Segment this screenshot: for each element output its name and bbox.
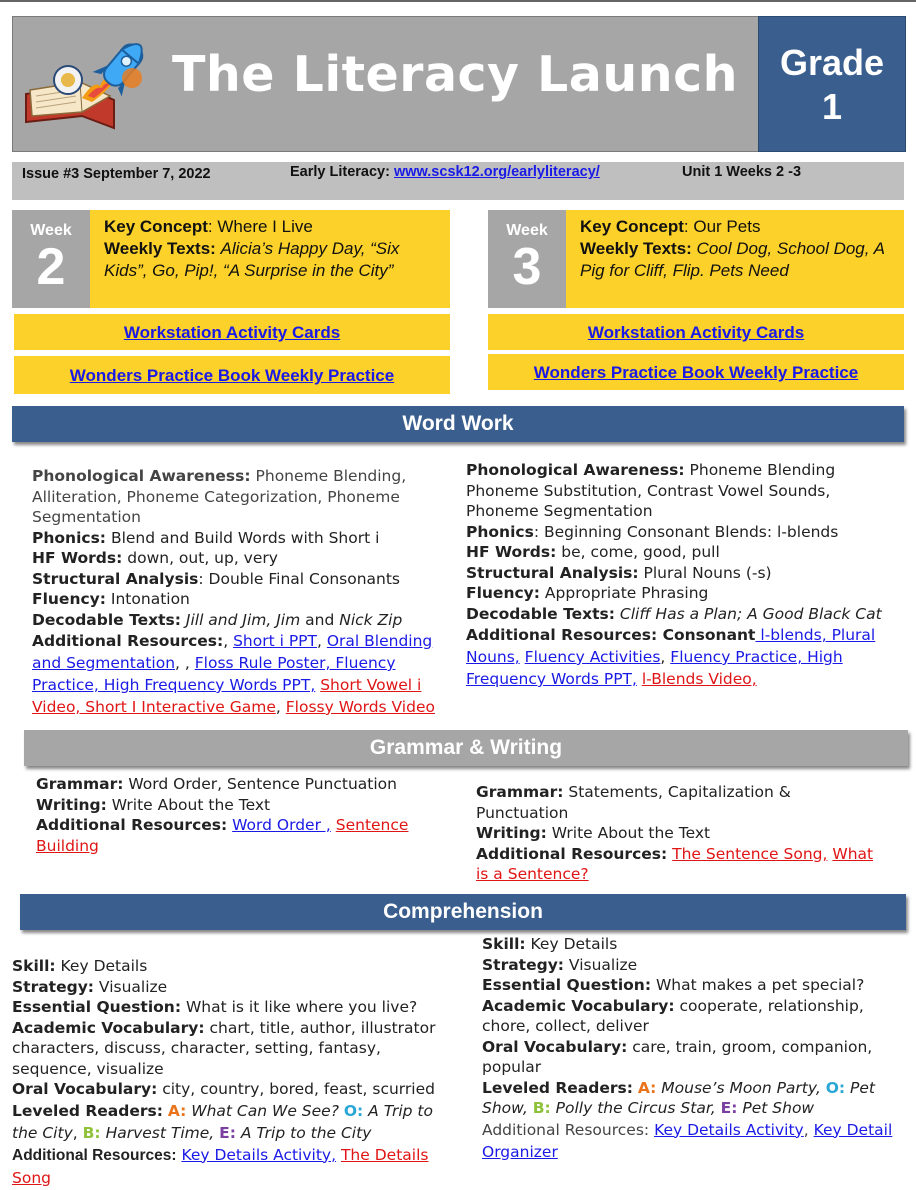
gw3-grammar: Statements, Capitalization & Punctuation (476, 783, 791, 822)
week-2-label: Week (30, 222, 72, 239)
details-song-link[interactable]: The Details Song (12, 1145, 429, 1187)
rocket-book-logo-icon (22, 28, 172, 140)
week-3-concept-label: Key Concept (580, 217, 684, 236)
week-3-wonders-bar (488, 354, 904, 390)
ww3-sa: Plural Nouns (-s) (638, 563, 772, 582)
ww2-sep4: , (275, 698, 286, 716)
co3-level-a-title: Mouse’s Moon Party, (661, 1078, 821, 1097)
ww2-sa: : Double Final Consonants (198, 569, 401, 588)
week-2-tab (12, 210, 90, 308)
ww3-phonics: : Beginning Consonant Blends: l-blends (533, 522, 839, 541)
ww3-sep2: , (660, 648, 671, 666)
week-3-tab (488, 210, 566, 308)
co2-level-e-title: A Trip to the City (240, 1123, 372, 1142)
week-2-wonders-bar (14, 356, 450, 394)
early-literacy-link[interactable]: www.scsk12.org/earlyliteracy/ (393, 164, 600, 180)
l-blends-video-link[interactable]: l-Blends Video, (641, 670, 757, 688)
short-vowel-video-link[interactable]: Short Vowel i Video, Short I Interactive Game (32, 676, 422, 716)
co3-level-o-title: Pet Show, (482, 1078, 875, 1117)
ww2-fluency: Intonation (105, 590, 190, 608)
what-is-sentence-link[interactable]: What is a Sentence? (476, 844, 874, 883)
grade-label: Grade (779, 42, 885, 83)
week-3-workstation-bar (488, 314, 904, 350)
ww2-decodable-label: Decodable Texts: (32, 610, 181, 629)
co2-eq-label: Essential Question: (12, 998, 182, 1016)
co3-ov-label: Oral Vocabulary: (482, 1037, 628, 1056)
key-details-activity-link-2[interactable]: Key Details Activity (654, 1120, 804, 1139)
ww3-decodable: Cliff Has a Plan; A Good Black Cat (614, 604, 882, 623)
word-order-link[interactable]: Word Order , (232, 816, 331, 834)
ww3-resources-label: Additional Resources: Consonant (466, 626, 756, 644)
gw3-writing-label: Writing: (476, 824, 547, 842)
week-3-texts: Cool Dog, School Dog, A Pig for Cliff, Flip. Pets Need (580, 239, 885, 280)
co2-av-label: Academic Vocabulary: (12, 1018, 205, 1037)
ww2-decodable-1: Jill and Jim, Jim (185, 610, 301, 629)
floss-rule-links[interactable]: Floss Rule Poster, Fluency Practice, High Frequency Words PPT, (32, 654, 396, 694)
co2-level-a: A: (167, 1101, 187, 1120)
sentence-song-link[interactable]: The Sentence Song, (672, 844, 828, 863)
gw2-grammar-label: Grammar: (36, 775, 124, 793)
co3-lr-label: Leveled Readers: (482, 1078, 633, 1097)
gw2-writing: Write About the Text (106, 795, 271, 814)
key-details-activity-link[interactable]: Key Details Activity, (181, 1145, 337, 1164)
page-title: The Literacy Launch (172, 46, 739, 103)
ww2-phonics: Blend and Build Words with Short i (106, 528, 380, 547)
ww2-sep1: , (316, 632, 327, 650)
ww2-sep2: , , (175, 654, 195, 672)
co2-level-b: B: (82, 1123, 101, 1142)
week-2-number: 2 (36, 238, 66, 296)
grammar-week-3 (476, 782, 886, 885)
co3-level-o: O: (825, 1078, 846, 1097)
week-3-concept: : Our Pets (683, 217, 761, 236)
ww3-hf: be, come, good, pull (556, 543, 720, 561)
week-2-texts: Alicia’s Happy Day, “Six Kids”, Go, Pip!, “A Surprise in the City” (104, 239, 400, 280)
week-2-wonders-link[interactable]: Wonders Practice Book Weekly Practice (69, 366, 395, 385)
sentence-building-link[interactable]: Sentence Building (36, 816, 409, 855)
grade-number: 1 (821, 86, 843, 127)
oral-blending-link[interactable]: Oral Blending and Segmentation (32, 632, 433, 672)
co3-av-label: Academic Vocabulary: (482, 996, 675, 1015)
ww3-pa: Phoneme Blending Phoneme Substitution, Contrast Vowel Sounds, Phoneme Segmentation (466, 461, 836, 520)
unit-weeks: Unit 1 Weeks 2 -3 (682, 164, 802, 180)
co3-level-e-title: Pet Show (742, 1099, 815, 1117)
ww3-pa-label: Phonological Awareness: (466, 461, 685, 479)
ww2-pa: Phoneme Blending, Alliteration, Phoneme Categorization, Phoneme Segmentation (32, 467, 407, 526)
comprehension-week-3 (482, 934, 906, 1163)
gw3-writing: Write About the Text (546, 824, 711, 842)
comprehension-week-2: Skill: Key Details Strategy: Visualize Essential Question: What is it like where you live? Academic Vocabulary: chart, title, author, illustrator characters, discuss, character, setting, fantasy, sequence, visualize Oral Vocabulary: city, country, bored, feast, scurried Leveled Readers: A: What Can We See? O: A Trip to the City, B: Harvest Time, E: A Trip to the City Additional Resources: Key Details Activity, The Details Song (12, 957, 436, 1187)
co2-level-o-title: A Trip to the City (12, 1101, 433, 1142)
co2-level-a-title: What Can We See? (191, 1101, 339, 1120)
key-detail-organizer-link[interactable]: Key Detail Organizer (482, 1120, 893, 1161)
gw2-resources-label: Additional Resources: (36, 816, 228, 834)
week-3-workstation-link[interactable]: Workstation Activity Cards (587, 323, 805, 342)
week-3-label: Week (506, 222, 548, 239)
ww2-resources-label: Additional Resources: (32, 632, 224, 650)
grammar-writing-header: Grammar & Writing (24, 730, 908, 766)
top-border (0, 0, 916, 2)
co3-level-b-title: Polly the Circus Star, (555, 1099, 716, 1117)
gw3-resources-label: Additional Resources: (476, 844, 668, 863)
week-3-info: Key Concept: Our Pets Weekly Texts: Cool Dog, School Dog, A Pig for Cliff, Flip. Pets Need (566, 210, 904, 308)
ww2-pa-label: Phonological Awareness: (32, 467, 251, 485)
co3-resources-label: Additional Resources: (482, 1120, 650, 1139)
co2-eq: What is it like where you live? (181, 998, 418, 1016)
week-2-concept-label: Key Concept (104, 217, 208, 236)
co3-eq: What makes a pet special? (651, 976, 865, 994)
co2-resources-label: Additional Resources: (12, 1146, 177, 1164)
co3-level-e: E: (720, 1099, 738, 1117)
co3-skill: Key Details (525, 935, 618, 953)
flossy-words-video-link[interactable]: Flossy Words Video (285, 698, 435, 716)
co2-strategy-label: Strategy: (12, 977, 94, 996)
week-3-wonders-link[interactable]: Wonders Practice Book Weekly Practice (533, 363, 859, 382)
fluency-practice-link[interactable]: Fluency Practice, High Frequency Words PPT, (466, 648, 843, 688)
ww3-phonics-label: Phonics (466, 522, 534, 541)
ww3-decodable-label: Decodable Texts: (466, 604, 615, 623)
l-blends-plural-link[interactable]: l-blends, Plural Nouns, (466, 626, 876, 666)
gw2-writing-label: Writing: (36, 795, 107, 814)
week-2-texts-label: Weekly Texts (104, 239, 211, 258)
ww2-hf-label: HF Words: (32, 549, 123, 567)
co2-av: chart, title, author, illustrator characters, discuss, character, setting, fantasy, sequence, visualize (12, 1018, 436, 1078)
comprehension-header: Comprehension (20, 894, 906, 930)
week-3-texts-label: Weekly Texts (580, 239, 687, 258)
co3-skill-label: Skill: (482, 935, 526, 953)
gw2-grammar: Word Order, Sentence Punctuation (123, 775, 397, 793)
co2-level-o: O: (343, 1101, 364, 1120)
co3-level-a: A: (637, 1078, 657, 1097)
early-literacy-label: Early Literacy: (290, 164, 394, 180)
ww2-decodable-and: and (300, 610, 340, 629)
co3-strategy: Visualize (564, 955, 638, 974)
ww2-decodable-2: Nick Zip (339, 610, 403, 629)
short-i-ppt-link[interactable]: Short i PPT (233, 632, 317, 650)
grade-badge (758, 16, 906, 152)
ww2-sa-label: Structural Analysis (32, 569, 199, 588)
co2-lr-label: Leveled Readers: (12, 1101, 163, 1120)
ww2-phonics-label: Phonics: (32, 528, 107, 547)
co3-strategy-label: Strategy: (482, 955, 564, 974)
ww2-sep0: , (223, 632, 234, 650)
week-2-workstation-bar (14, 314, 450, 350)
ww2-hf: down, out, up, very (122, 549, 278, 567)
week-2-info: Key Concept: Where I Live Weekly Texts: Alicia’s Happy Day, “Six Kids”, Go, Pip!, “A Surprise in the City” (90, 210, 450, 308)
co2-level-b-title: Harvest Time, (105, 1123, 215, 1142)
ww3-sa-label: Structural Analysis: (466, 563, 639, 582)
co2-skill: Key Details (55, 957, 148, 975)
gw3-grammar-label: Grammar: (476, 783, 564, 801)
ww2-fluency-label: Fluency: (32, 590, 106, 608)
grammar-week-2 (36, 774, 436, 856)
co3-sep: , (803, 1120, 814, 1139)
co2-ov-label: Oral Vocabulary: (12, 1080, 158, 1098)
co3-eq-label: Essential Question: (482, 976, 652, 994)
co2-ov: city, country, bored, feast, scurried (157, 1080, 435, 1098)
week-2-workstation-link[interactable]: Workstation Activity Cards (123, 323, 341, 342)
word-work-week-3 (466, 460, 896, 690)
week-3-number: 3 (512, 238, 542, 296)
co2-skill-label: Skill: (12, 957, 56, 975)
word-work-header: Word Work (12, 406, 904, 442)
fluency-activities-link[interactable]: Fluency Activities (524, 648, 661, 666)
issue-date: Issue #3 September 7, 2022 (22, 166, 211, 182)
co2-strategy: Visualize (94, 977, 168, 996)
co3-level-b: B: (532, 1099, 551, 1117)
co3-ov: care, train, groom, companion, popular (482, 1037, 873, 1076)
ww3-fluency-label: Fluency: (466, 584, 540, 602)
word-work-week-2 (32, 466, 456, 718)
ww3-fluency: Appropriate Phrasing (539, 584, 709, 602)
co3-av: cooperate, relationship, chore, collect, deliver (482, 996, 864, 1035)
co2-level-e: E: (219, 1123, 236, 1142)
ww3-hf-label: HF Words: (466, 543, 557, 561)
week-2-concept: : Where I Live (207, 217, 313, 236)
early-literacy (290, 164, 600, 180)
